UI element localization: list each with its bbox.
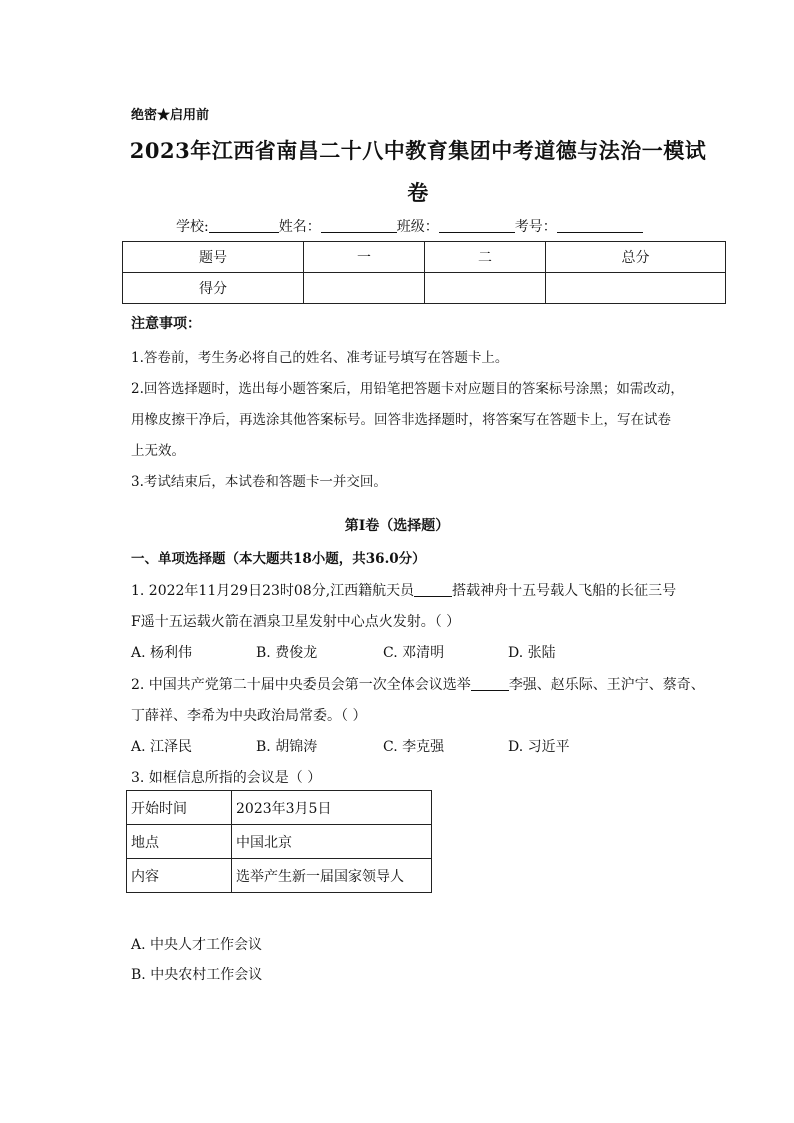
confidential-mark: 绝密★启用前: [131, 108, 210, 123]
option-c[interactable]: C. 李克强: [383, 739, 445, 755]
question-2-line-2: 丁薛祥、李希为中央政治局常委。（ ）: [131, 708, 367, 724]
table-cell: 总分: [546, 242, 726, 273]
name-label: 姓名：: [278, 219, 321, 235]
question-text: 搭载神舟十五号载人飞船的长征三号: [452, 583, 677, 599]
student-info-line: [176, 216, 643, 236]
exam-title: 2023年江西省南昌二十八中教育集团中考道德与法治一模试: [129, 138, 707, 163]
table-row: [127, 859, 432, 893]
option-a[interactable]: A. 杨利伟: [131, 645, 193, 661]
note-line: 1.答卷前，考生务必将自己的姓名、准考证号填写在答题卡上。: [131, 350, 509, 366]
note-line: 用橡皮擦干净后，再选涂其他答案标号。回答非选择题时，将答案写在答题卡上，写在试卷: [131, 412, 671, 428]
name-blank[interactable]: [321, 218, 397, 233]
exam-number-label: 考号：: [514, 219, 557, 235]
option-d[interactable]: D. 张陆: [508, 645, 556, 661]
option-b[interactable]: B. 中央农村工作会议: [131, 967, 263, 983]
option-a[interactable]: A. 中央人才工作会议: [131, 937, 263, 953]
note-line: 3.考试结束后，本试卷和答题卡一并交回。: [131, 474, 387, 490]
table-cell: 选举产生新一届国家领导人: [232, 859, 432, 893]
section-title: 第I卷（选择题）: [344, 518, 450, 534]
class-label: 班级：: [396, 219, 439, 235]
table-row: [127, 791, 432, 825]
note-line: 2.回答选择题时，选出每小题答案后，用铅笔把答题卡对应题目的答案标号涂黑；如需改动，: [131, 381, 684, 397]
table-row: [127, 825, 432, 859]
class-blank[interactable]: [439, 218, 515, 233]
exam-title-continued: 卷: [407, 180, 429, 205]
table-cell: 地点: [127, 825, 232, 859]
table-cell: 中国北京: [232, 825, 432, 859]
notes-title: 注意事项：: [131, 316, 201, 332]
info-box-table: [126, 790, 432, 893]
option-d[interactable]: D. 习近平: [508, 739, 570, 755]
school-label: 学校:: [176, 219, 209, 235]
exam-number-blank[interactable]: [557, 218, 643, 233]
table-cell: [304, 273, 425, 304]
answer-blank: [471, 676, 509, 691]
answer-blank: [414, 582, 452, 597]
question-text: 1. 2022年11月29日23时08分,江西籍航天员: [131, 583, 415, 599]
option-c[interactable]: C. 邓清明: [383, 645, 445, 661]
question-1-line-2: F遥十五运载火箭在酒泉卫星发射中心点火发射。（ ）: [131, 614, 461, 630]
table-row: [123, 273, 726, 304]
table-cell: 内容: [127, 859, 232, 893]
school-blank[interactable]: [209, 218, 279, 233]
question-2-line: [131, 674, 705, 694]
table-cell: [546, 273, 726, 304]
question-text: 2. 中国共产党第二十届中央委员会第一次全体会议选举: [131, 677, 471, 693]
table-cell: 2023年3月5日: [232, 791, 432, 825]
question-3-line: 3. 如框信息所指的会议是（ ）: [131, 770, 322, 786]
question-text: 李强、赵乐际、王沪宁、蔡奇、: [508, 677, 705, 693]
table-cell: 开始时间: [127, 791, 232, 825]
option-a[interactable]: A. 江泽民: [131, 739, 193, 755]
option-b[interactable]: B. 胡锦涛: [256, 739, 318, 755]
part-title: 一、单项选择题（本大题共18小题，共36.0分）: [131, 551, 426, 567]
score-table: [122, 241, 726, 304]
question-1-line: [131, 580, 676, 600]
option-b[interactable]: B. 费俊龙: [256, 645, 318, 661]
table-row: [123, 242, 726, 273]
table-cell: [425, 273, 546, 304]
note-line: 上无效。: [131, 443, 185, 459]
table-cell: 题号: [123, 242, 304, 273]
table-cell: 一: [304, 242, 425, 273]
table-cell: 得分: [123, 273, 304, 304]
table-cell: 二: [425, 242, 546, 273]
